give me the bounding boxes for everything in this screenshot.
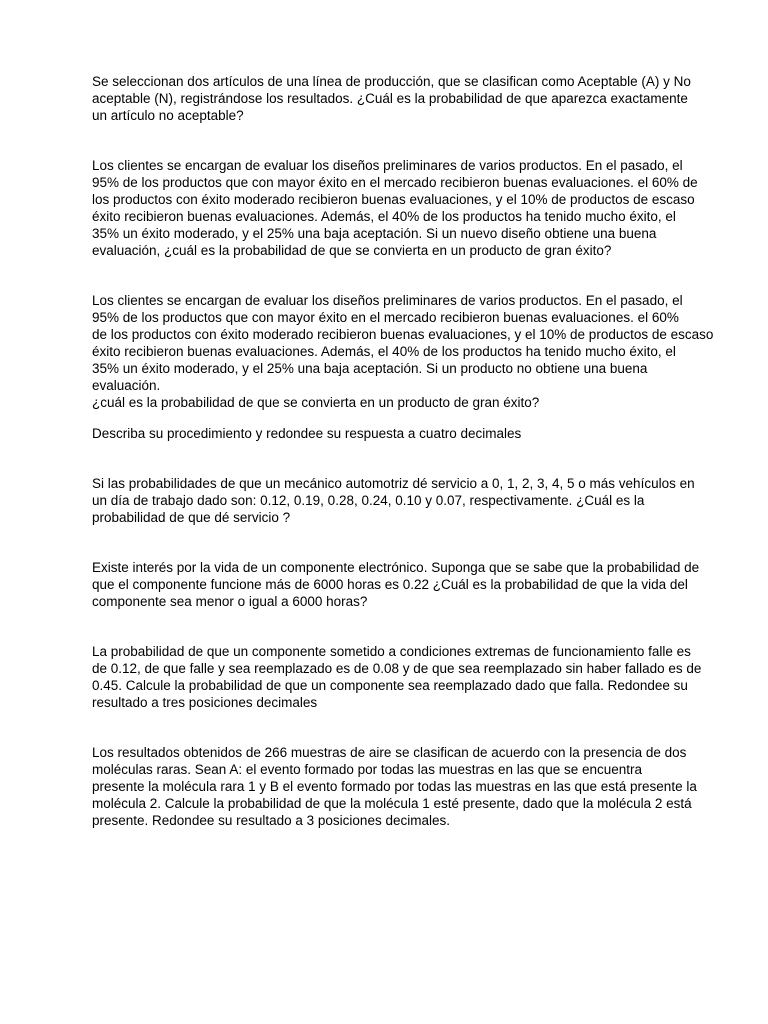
text-line: de los productos con éxito moderado recibieron buenas evaluaciones, y el 10% de productos de escaso [92,327,714,342]
text-line: probabilidad de que dé servicio ? [92,510,291,525]
text-line: 95% de los productos que con mayor éxito en el mercado recibieron buenas evaluaciones. el 60% de [92,175,698,190]
text-line: Existe interés por la vida de un componente electrónico. Suponga que se sabe que la probabilidad de [92,560,700,575]
text-line: Si las probabilidades de que un mecánico automotriz dé servicio a 0, 1, 2, 3, 4, 5 o más vehículos en [92,476,695,491]
text-line: 35% un éxito moderado, y el 25% una baja aceptación. Si un nuevo diseño obtiene una buena [92,226,657,241]
text-line: Los resultados obtenidos de 266 muestras de aire se clasifican de acuerdo con la presencia de dos [92,745,687,760]
paragraph-problem-4 [92,475,695,526]
paragraph-problem-1 [92,73,691,124]
text-line: Los clientes se encargan de evaluar los diseños preliminares de varios productos. En el pasado, el [92,158,683,173]
paragraph-spacer [92,610,676,643]
text-line: un artículo no aceptable? [92,108,244,123]
text-line: de 0.12, de que falle y sea reemplazado es de 0.08 y de que sea reemplazado sin haber fallado es de [92,661,702,676]
text-line: La probabilidad de que un componente sometido a condiciones extremas de funcionamiento falle es [92,644,691,659]
text-line: Se seleccionan dos artículos de una línea de producción, que se clasifican como Aceptable (A) y No [92,74,691,89]
text-line: 35% un éxito moderado, y el 25% una baja aceptación. Si un producto no obtiene una buena [92,361,648,376]
paragraph-problem-5 [92,559,700,610]
text-line: resultado a tres posiciones decimales [92,695,318,710]
text-line: molécula 2. Calcule la probabilidad de que la molécula 1 esté presente, dado que la molécula 2 está [92,796,692,811]
paragraph-spacer [92,411,676,425]
text-line: evaluación. [92,378,161,393]
paragraph-spacer [92,526,676,559]
text-line: presente la molécula rara 1 y B el evento formado por todas las muestras en las que está presente la [92,779,697,794]
text-line: los productos con éxito moderado recibieron buenas evaluaciones, y el 10% de productos de escaso [92,192,695,207]
paragraph-problem-2 [92,157,698,259]
text-line: un día de trabajo dado son: 0.12, 0.19, 0.28, 0.24, 0.10 y 0.07, respectivamente. ¿Cuál es la [92,493,645,508]
document-page [92,73,714,829]
paragraph-spacer [92,711,676,744]
paragraph-spacer [92,124,676,157]
text-line: Los clientes se encargan de evaluar los diseños preliminares de varios productos. En el pasado, el [92,293,683,308]
text-line: evaluación, ¿cuál es la probabilidad de que se convierta en un producto de gran éxito? [92,243,612,258]
text-line: ¿cuál es la probabilidad de que se convierta en un producto de gran éxito? [92,395,540,410]
text-line: 95% de los productos que con mayor éxito en el mercado recibieron buenas evaluaciones. el 60% [92,310,679,325]
paragraph-spacer [92,259,676,292]
text-line: componente sea menor o igual a 6000 horas? [92,594,368,609]
paragraph-problem-3 [92,292,714,411]
paragraph-problem-7 [92,744,697,829]
paragraph-problem-6 [92,643,702,711]
text-line: éxito recibieron buenas evaluaciones. Además, el 40% de los productos ha tenido mucho éxito, el [92,344,676,359]
text-line: moléculas raras. Sean A: el evento formado por todas las muestras en las que se encuentra [92,762,643,777]
text-line: Describa su procedimiento y redondee su respuesta a cuatro decimales [92,426,522,441]
text-line: éxito recibieron buenas evaluaciones. Además, el 40% de los productos ha tenido mucho éxito, el [92,209,676,224]
paragraph-spacer [92,442,676,475]
paragraph-instructions [92,425,676,442]
text-line: presente. Redondee su resultado a 3 posiciones decimales. [92,813,450,828]
text-line: 0.45. Calcule la probabilidad de que un componente sea reemplazado dado que falla. Redondee su [92,678,688,693]
text-line: aceptable (N), registrándose los resultados. ¿Cuál es la probabilidad de que aparezca exactamente [92,91,688,106]
text-line: que el componente funcione más de 6000 horas es 0.22 ¿Cuál es la probabilidad de que la vida del [92,577,688,592]
